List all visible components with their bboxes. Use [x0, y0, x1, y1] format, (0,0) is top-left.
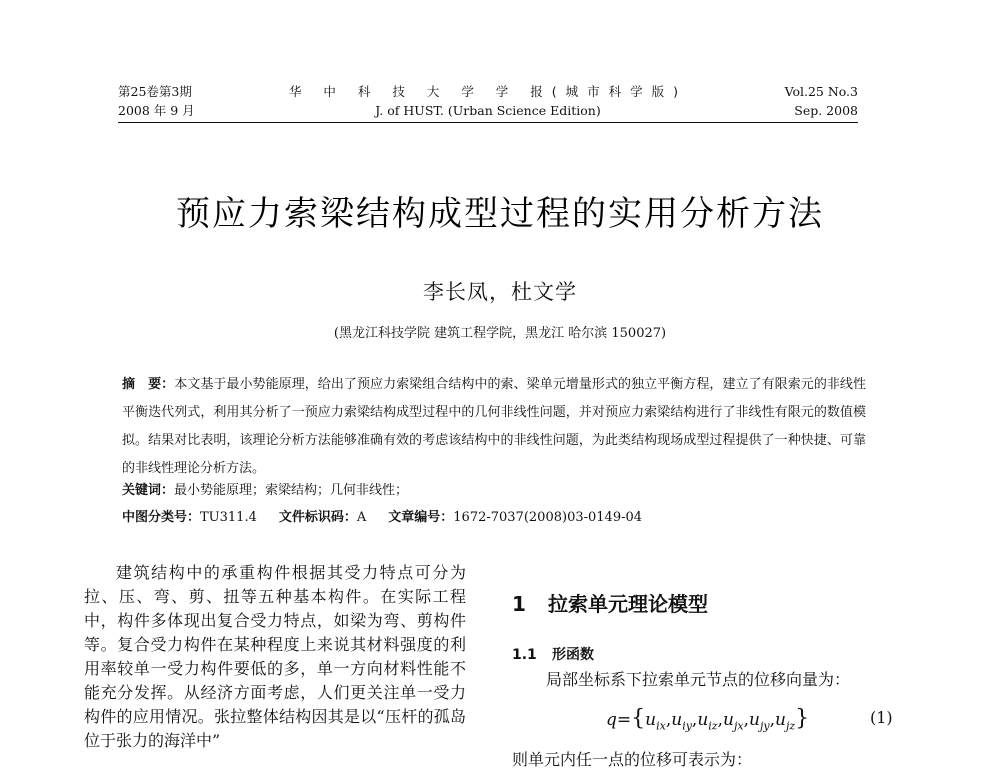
publication-date: 2008 年 9 月 [118, 103, 195, 118]
eq-close-brace: } [795, 706, 810, 731]
header-center [118, 82, 858, 120]
clc-value: TU311.4 [200, 510, 257, 525]
subsection-number: 1.1 [512, 647, 537, 663]
equation-1 [606, 706, 809, 732]
section-title: 拉索单元理论模型 [548, 592, 708, 616]
cut-off-line: 则单元内任一点的位移可表示为： [512, 750, 753, 769]
eq-term-subscript: jx [733, 719, 744, 733]
eq-term-subscript: iy [682, 719, 692, 733]
eq-term-separator: , [743, 710, 749, 730]
eq-term-base: u [774, 710, 786, 730]
eq-open-brace: { [631, 706, 646, 731]
eq-term-base: u [645, 710, 657, 730]
eq-term-subscript: jy [759, 719, 770, 733]
header-rule [118, 122, 858, 123]
volume-issue-en: Vol.25 No.3 [784, 84, 858, 99]
abstract [122, 371, 866, 483]
abstract-label: 摘 要： [122, 377, 175, 392]
eq-term-base: u [749, 710, 760, 730]
volume-issue: 第25卷第3期 [118, 84, 192, 99]
eq-terms [645, 710, 796, 733]
section-heading [512, 588, 708, 617]
doc-code-label: 文件标识码： [278, 510, 357, 525]
journal-name-cn: 华 中 科 技 大 学 学 报(城市科学版) [288, 84, 688, 99]
eq-term-separator: , [717, 710, 724, 730]
publication-date-en: Sep. 2008 [794, 103, 858, 118]
eq-term-subscript: ix [656, 719, 666, 733]
right-paragraph: 局部坐标系下拉索单元节点的位移向量为： [546, 670, 851, 689]
intro-paragraph: 建筑结构中的承重构件根据其受力特点可分为拉、压、弯、剪、扭等五种基本构件。在实际工程中，构件多体现出复合受力特点，如梁为弯、剪构件等。复合受力构件在某种程度上来说其材料强度的利用率较单一受力构件要低的多，单一方向材料性能不能充分发挥。从经济方面考虑，人们更关注单一受力构件的应用情况。张拉整体结构因其是以“压杆的孤岛位于张力的海洋中” [84, 563, 466, 750]
keywords [122, 481, 866, 501]
eq-term-base: u [723, 710, 734, 730]
article-number-label: 文章编号： [388, 510, 454, 525]
eq-term-separator: , [769, 710, 775, 730]
keywords-text: 最小势能原理；索梁结构；几何非线性； [174, 483, 409, 498]
eq-term-separator: , [691, 710, 698, 730]
eq-term-separator: , [665, 710, 672, 730]
eq-lhs: q [606, 710, 617, 730]
eq-term-base: u [697, 710, 709, 730]
classification-line [122, 508, 866, 528]
eq-term-base: u [671, 710, 683, 730]
keywords-label: 关键词： [122, 483, 175, 498]
eq-term-subscript: jz [785, 719, 796, 733]
left-column [84, 561, 466, 753]
abstract-text: 本文基于最小势能原理，给出了预应力索梁组合结构中的索、梁单元增量形式的独立平衡方程，建立了有限索元的非线性平衡迭代列式，利用其分析了一预应力索梁结构成型过程中的几何非线性问题，并对预应力索梁结构进行了非线性有限元的数值模拟。结果对比表明，该理论分析方法能够准确有效的考虑该结构中的非线性问题，为此类结构现场成型过程提供了一种快捷、可靠的非线性理论分析方法。 [122, 377, 866, 476]
subsection-heading [512, 644, 594, 664]
eq-term-subscript: iz [708, 719, 718, 733]
paper-title: 预应力索梁结构成型过程的实用分析方法 [176, 194, 824, 234]
equation-number: (1) [870, 708, 893, 727]
clc-label: 中图分类号： [122, 510, 201, 525]
section-number: 1 [512, 592, 526, 616]
article-number-value: 1672-7037(2008)03-0149-04 [453, 510, 643, 525]
header-right [785, 82, 858, 120]
subsection-title: 形函数 [552, 647, 594, 663]
journal-name-en: J. of HUST. (Urban Science Edition) [375, 103, 601, 118]
eq-equals: = [616, 710, 632, 730]
doc-code-value: A [356, 510, 367, 525]
paper-authors: 李长凤，杜文学 [423, 280, 577, 304]
author-affiliation: (黑龙江科技学院 建筑工程学院，黑龙江 哈尔滨 150027) [333, 326, 667, 341]
